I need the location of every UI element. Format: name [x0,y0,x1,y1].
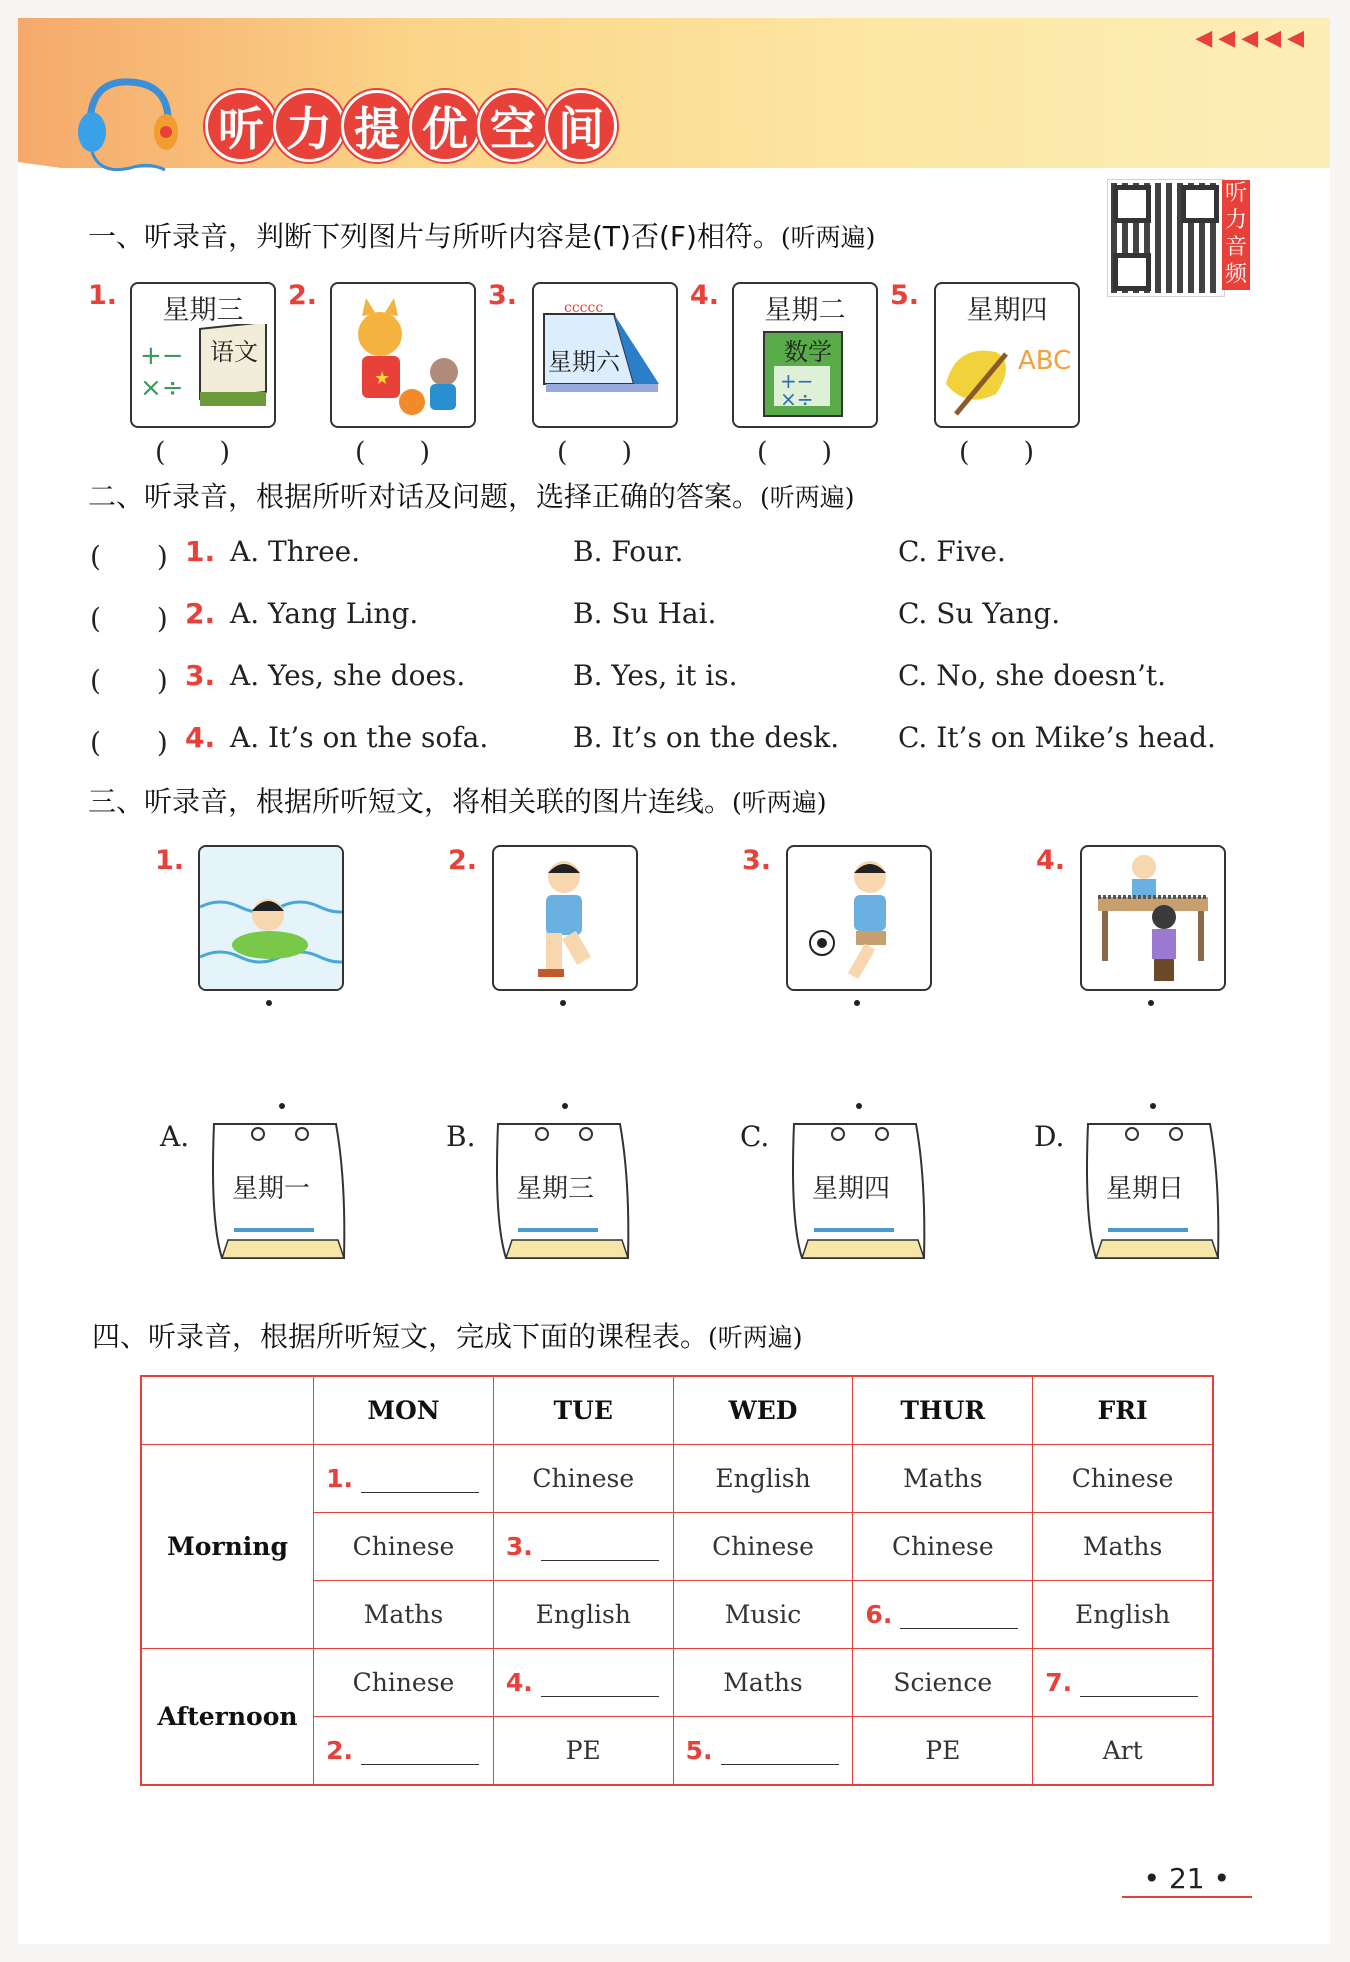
calendar-card: 星期日 [1082,1120,1224,1262]
svg-text:×÷: ×÷ [140,373,184,403]
picture-card: 星期四 ABC [934,282,1080,428]
swimming-picture [198,845,344,991]
qr-label: 听力音频 [1222,180,1250,290]
answer-blank[interactable] [541,1534,659,1561]
svg-text:+−: +− [780,369,814,393]
answer-blank[interactable] [900,1602,1018,1629]
section2-title: 二、听录音，根据所听对话及问题，选择正确的答案。(听两遍) [88,480,855,513]
answer-blank[interactable] [1080,1670,1198,1697]
headphone-icon [70,70,180,180]
answer-blank[interactable] [721,1738,839,1765]
arrows-decoration: ◀◀◀◀◀ [1195,26,1310,51]
answer-blank[interactable] [361,1466,479,1493]
section4-title: 四、听录音，根据所听短文，完成下面的课程表。(听两遍) [92,1320,803,1353]
calendar-card: 星期四 [788,1120,930,1262]
calendar-card: 星期一 [208,1120,350,1262]
skating-picture [492,845,638,991]
section1-title: 一、听录音，判断下列图片与所听内容是(T)否(F)相符。(听两遍) [88,220,876,253]
section3-title: 三、听录音，根据所听短文，将相关联的图片连线。(听两遍) [88,785,827,818]
page-number: • 21 • [1143,1862,1230,1895]
page-title: 听 力 提 优 空 间 [205,90,613,162]
football-picture [786,845,932,991]
picture-card: 星期二 +− ×÷ 数学 [732,282,878,428]
svg-text:ccccc: ccccc [564,300,604,316]
picture-card: ccccc 星期六 [532,282,678,428]
calendar-card: 星期三 [492,1120,634,1262]
picture-card: 星期三 +− ×÷ 语文 [130,282,276,428]
picture-card [330,282,476,428]
table-tennis-picture [1080,845,1226,991]
timetable: MON TUE WED THUR FRI Morning 1. Chinese English Maths Chinese Chinese 3. Chinese Chinese Maths Maths English Music 6. English Afternoon Chinese 4. Maths Science 7. 2. PE 5. PE Art [140,1375,1214,1786]
qr-code[interactable] [1108,180,1224,296]
svg-text:+−: +− [140,341,184,371]
svg-text:×÷: ×÷ [780,387,814,411]
answer-blank[interactable] [541,1670,659,1697]
answer-blank[interactable] [361,1738,479,1765]
svg-text:★: ★ [374,368,391,389]
